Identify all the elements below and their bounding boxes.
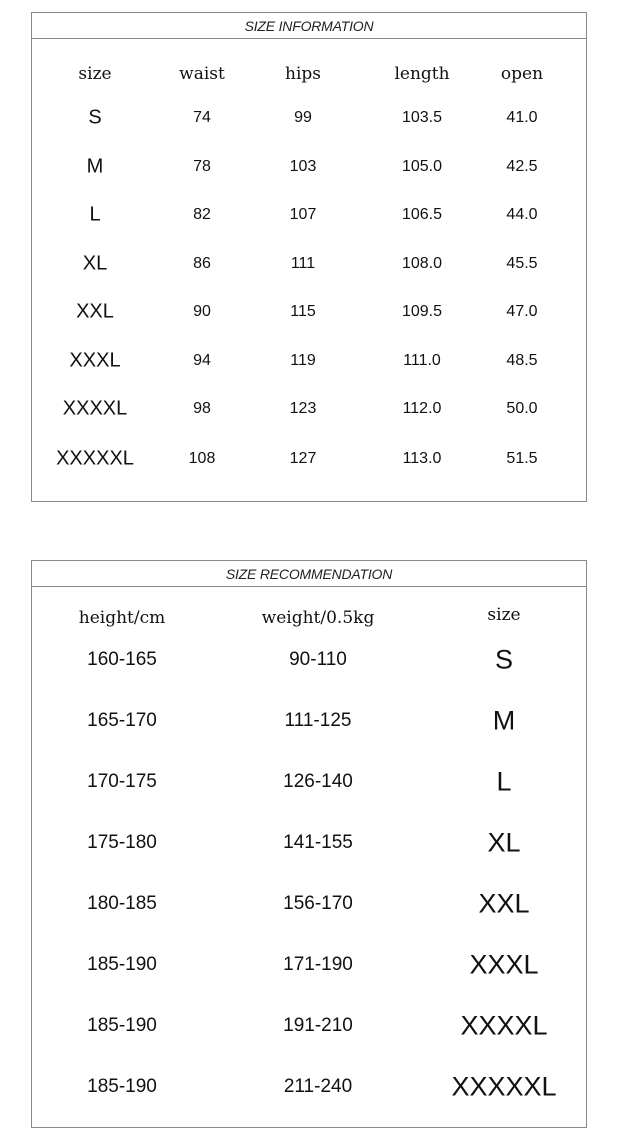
size-info-cell: XL <box>82 252 108 275</box>
size-rec-cell: 141-155 <box>283 832 353 853</box>
size-info-header-2: hips <box>285 64 321 84</box>
size-rec-cell: L <box>496 766 512 797</box>
size-info-cell: 51.5 <box>506 450 538 467</box>
size-info-cell: 108.0 <box>401 255 443 272</box>
size-info-cell: 50.0 <box>506 400 538 417</box>
size-info-cell: 123 <box>289 400 317 417</box>
size-rec-cell: 170-175 <box>87 771 157 792</box>
size-info-cell: 115 <box>290 303 316 320</box>
size-info-cell: 103 <box>289 158 317 175</box>
size-info-cell: 42.5 <box>506 158 538 175</box>
size-rec-cell: 90-110 <box>289 649 347 670</box>
size-info-cell: 103.5 <box>401 109 443 126</box>
size-rec-cell: M <box>492 705 516 736</box>
size-rec-cell: 185-190 <box>87 1076 157 1097</box>
size-rec-cell: 126-140 <box>283 771 353 792</box>
size-rec-cell: S <box>494 644 514 675</box>
size-info-cell: 127 <box>289 450 317 467</box>
size-info-cell: XXL <box>76 300 114 323</box>
size-rec-cell: 156-170 <box>283 893 353 914</box>
size-info-cell: 119 <box>290 352 316 369</box>
size-rec-header-0: height/cm <box>78 608 166 628</box>
size-rec-cell: 111-125 <box>284 710 352 731</box>
size-rec-cell: 171-190 <box>283 954 353 975</box>
size-info-cell: 45.5 <box>506 255 538 272</box>
size-info-cell: L <box>89 203 101 226</box>
size-info-cell: 74 <box>193 109 211 126</box>
size-rec-header-2: size <box>487 605 521 625</box>
size-info-cell: 82 <box>193 206 211 223</box>
size-info-cell: 107 <box>289 206 317 223</box>
size-info-cell: 111 <box>290 255 316 272</box>
size-info-cell: XXXXXL <box>56 447 134 470</box>
size-info-cell: 112.0 <box>402 400 442 417</box>
size-info-cell: 48.5 <box>506 352 538 369</box>
size-rec-cell: 211-240 <box>283 1076 353 1097</box>
size-info-cell: 109.5 <box>401 303 443 320</box>
size-rec-cell: XXL <box>478 888 530 919</box>
size-info-cell: 113.0 <box>402 450 442 467</box>
size-rec-cell: 180-185 <box>87 893 157 914</box>
size-info-cell: XXXXL <box>62 397 128 420</box>
size-rec-cell: 165-170 <box>87 710 157 731</box>
size-info-cell: 86 <box>193 255 211 272</box>
size-info-cell: 47.0 <box>506 303 538 320</box>
size-rec-header-1: weight/0.5kg <box>261 608 375 628</box>
size-info-cell: 41.0 <box>506 109 538 126</box>
size-rec-cell: 160-165 <box>87 649 157 670</box>
size-info-cell: 94 <box>193 352 211 369</box>
size-info-cell: M <box>86 155 104 178</box>
size-info-cell: S <box>88 106 102 129</box>
size-info-header-4: open <box>500 64 544 84</box>
size-rec-cell: 175-180 <box>87 832 157 853</box>
size-info-header-1: waist <box>179 64 225 84</box>
size-rec-cell: 185-190 <box>87 954 157 975</box>
size-info-cell: 44.0 <box>506 206 538 223</box>
size-rec-cell: XXXXL <box>460 1010 548 1041</box>
size-info-cell: 90 <box>193 303 211 320</box>
size-rec-cell: XL <box>487 827 521 858</box>
size-info-header-3: length <box>394 64 450 84</box>
size-information-title: SIZE INFORMATION <box>32 13 586 39</box>
size-rec-cell: 185-190 <box>87 1015 157 1036</box>
size-info-cell: XXXL <box>69 349 121 372</box>
size-recommendation-title: SIZE RECOMMENDATION <box>32 561 586 587</box>
size-info-cell: 108 <box>188 450 216 467</box>
size-info-cell: 99 <box>294 109 312 126</box>
size-rec-cell: 191-210 <box>283 1015 353 1036</box>
size-rec-cell: XXXXXL <box>451 1071 557 1102</box>
size-info-cell: 98 <box>193 400 211 417</box>
size-info-cell: 111.0 <box>403 352 441 369</box>
size-info-cell: 106.5 <box>401 206 443 223</box>
size-info-header-0: size <box>78 64 112 84</box>
size-rec-cell: XXXL <box>469 949 539 980</box>
size-info-cell: 105.0 <box>401 158 443 175</box>
size-info-cell: 78 <box>193 158 211 175</box>
